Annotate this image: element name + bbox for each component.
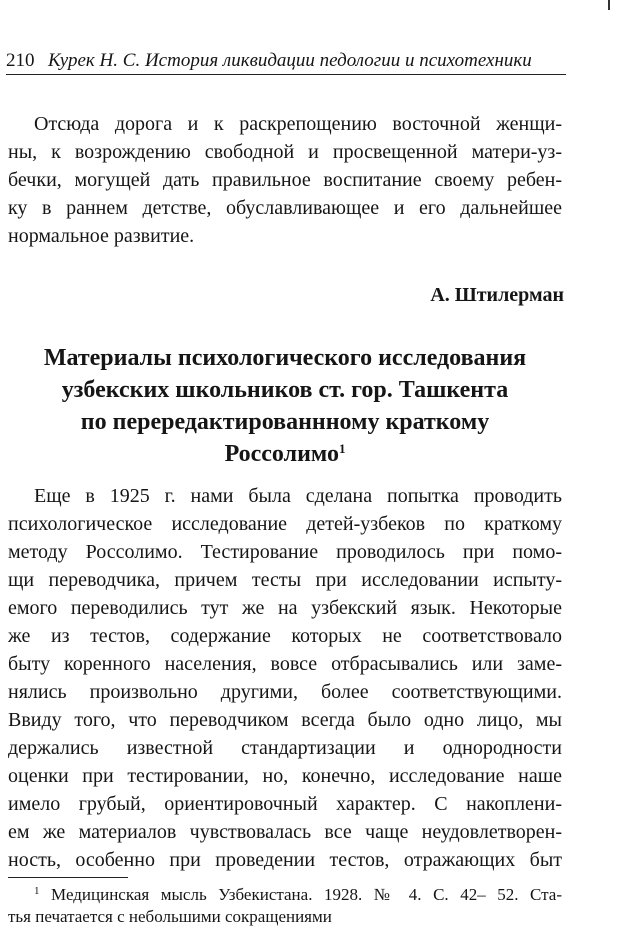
text-line: же из тестов, содержание которых не соответствовало — [8, 625, 562, 647]
text-line: ку в раннем детстве, обуславливающее и его дальнейшее — [8, 197, 562, 219]
text-line: Ввиду того, что переводчиком всегда было одно лицо, мы — [8, 709, 562, 731]
intro-paragraph — [8, 110, 562, 250]
text-line: ны, к возрождению свободной и просвещенной матери-уз- — [8, 141, 562, 163]
text-line: имело грубый, ориентировочный характер. С накоплени- — [8, 793, 562, 815]
title-line: Материалы психологического исследования — [43, 345, 527, 371]
text-line: психологическое исследование детей-узбеков по краткому — [8, 513, 562, 535]
footnote — [8, 884, 562, 928]
footnote-line — [8, 884, 562, 906]
text-line: нялись произвольно другими, более соответствующими. — [8, 681, 562, 703]
article-title — [8, 342, 562, 470]
text-line: щи переводчика, причем тесты при исследовании испыту- — [8, 569, 562, 591]
text-line: методу Россолимо. Тестирование проводилось при помо- — [8, 541, 562, 563]
text-line: быту коренного населения, вовсе отбрасывались или заме- — [8, 653, 562, 675]
page-header — [6, 48, 566, 74]
text-line: оценки при тестировании, но, конечно, исследование наше — [8, 765, 562, 787]
text-line: Еще в 1925 г. нами была сделана попытка проводить — [34, 485, 562, 507]
text-line: нормальное развитие. — [8, 225, 195, 247]
header-rule — [6, 74, 566, 75]
footnote-line: тья печатается с небольшими сокращениями — [8, 907, 332, 926]
text-line: ность, особенно при проведении тестов, отражающих быт — [8, 849, 562, 871]
text-line: бечки, могущей дать правильное воспитание своему ребен- — [8, 169, 562, 191]
text-line: Отсюда дорога и к раскрепощению восточной женщи- — [34, 113, 562, 135]
title-line: узбекских школьников ст. гор. Ташкента — [61, 377, 509, 403]
footnote-rule — [8, 877, 128, 878]
body-paragraph — [8, 482, 562, 874]
text-line: емого переводились тут же на узбекский язык. Некоторые — [8, 597, 562, 619]
author-signature: А. Штилерман — [430, 284, 564, 306]
footnote-text: Медицинская мысль Узбекистана. 1928. № 4. С. 42– 52. Ста- — [51, 885, 562, 904]
text-line: ем же материалов чувствовалась все чаще неудовлетворен- — [8, 821, 562, 843]
title-line-last — [8, 438, 562, 470]
running-title: Курек Н. С. История ликвидации педологии и психотехники — [48, 50, 532, 71]
title-text: Россолимо — [224, 441, 339, 467]
scan-edge-mark — [608, 0, 610, 10]
text-line: держались известной стандартизации и однородности — [8, 737, 562, 759]
title-line: по перередактированнному краткому — [80, 409, 490, 435]
footnote-marker: 1 — [34, 885, 40, 897]
title-footnote-ref[interactable]: 1 — [338, 441, 346, 456]
page-number: 210 — [6, 50, 35, 71]
